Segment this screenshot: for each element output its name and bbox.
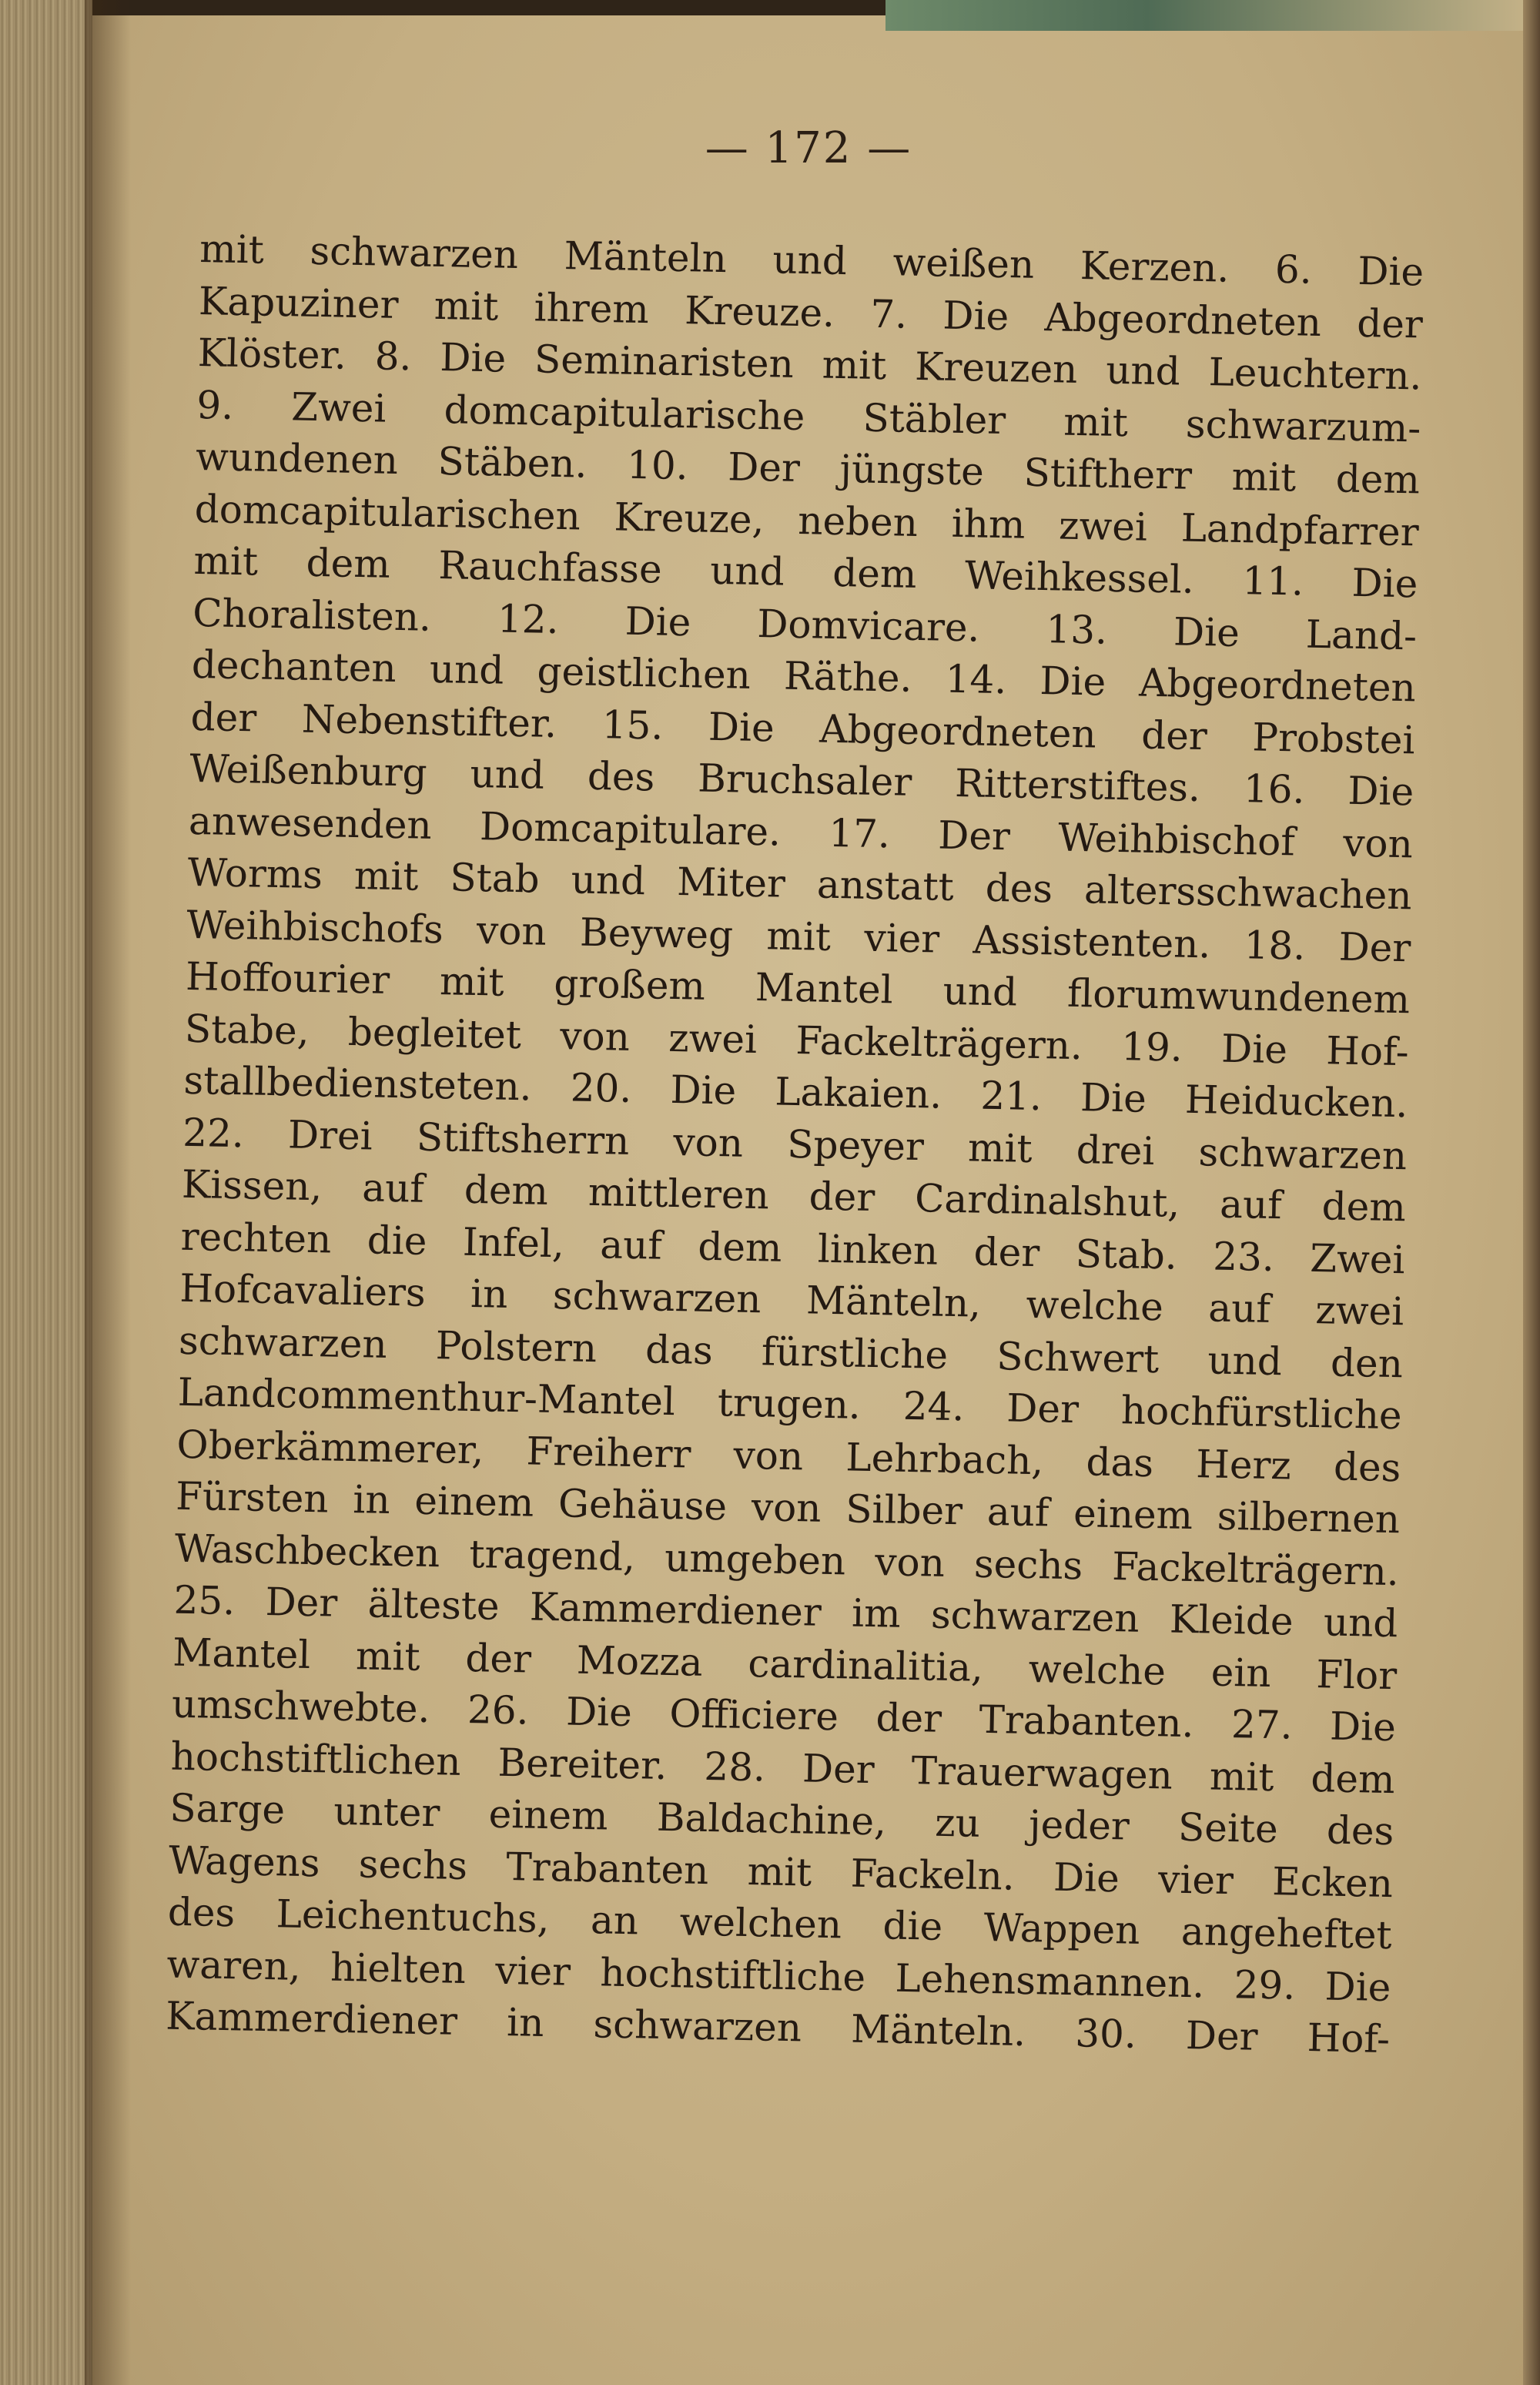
text-line: Stabe, begleitet von zwei Fackelträgern. 19. Die Hof- — [184, 1006, 1410, 1074]
page-number: — 172 — — [705, 123, 912, 173]
text-line: Klöster. 8. Die Seminaristen mit Kreuzen und Leuchtern. — [197, 330, 1423, 399]
text-line: schwarzen Polstern das fürstliche Schwert und den — [178, 1318, 1404, 1386]
text-line: Weißenburg und des Bruchsaler Ritterstiftes. 16. Die — [189, 745, 1414, 815]
text-line: Landcommenthur-Mantel trugen. 24. Der hochfürstliche — [177, 1369, 1403, 1439]
text-line: Weihbischofs von Beyweg mit vier Assistenten. 18. Der — [186, 902, 1411, 970]
text-line: Sarge unter einem Baldachine, zu jeder Seite des — [169, 1785, 1394, 1854]
text-line: waren, hielten vier hochstiftliche Lehensmannen. 29. Die — [166, 1941, 1391, 2010]
text-line: Hofcavaliers in schwarzen Mänteln, welche auf zwei — [179, 1265, 1404, 1335]
text-line: Waschbecken tragend, umgeben von sechs Fackelträgern. — [174, 1526, 1400, 1594]
text-line: anwesenden Domcapitulare. 17. Der Weihbischof von — [188, 798, 1414, 866]
text-line: rechten die Infel, auf dem linken der Stab. 23. Zwei — [180, 1214, 1406, 1282]
text-line: des Leichentuchs, an welchen die Wappen angeheftet — [167, 1889, 1393, 1958]
text-line: Kissen, auf dem mittleren der Cardinalshut, auf dem — [181, 1161, 1407, 1231]
text-line: Kammerdiener in schwarzen Mänteln. 30. Der Hof- — [165, 1993, 1391, 2062]
text-line: Worms mit Stab und Miter anstatt des altersschwachen — [187, 849, 1413, 919]
text-line: Oberkämmerer, Freiherr von Lehrbach, das Herz des — [176, 1422, 1401, 1490]
text-line: mit schwarzen Mänteln und weißen Kerzen. 6. Die — [199, 226, 1424, 295]
text-line: der Nebenstifter. 15. Die Abgeordneten der Probstei — [190, 694, 1415, 762]
text-line: wundenen Stäben. 10. Der jüngste Stiftherr mit dem — [195, 434, 1421, 503]
text-line: mit dem Rauchfasse und dem Weihkessel. 11. Die — [193, 538, 1418, 607]
right-page-edge — [1523, 0, 1540, 2385]
text-line: Hoffourier mit großem Mantel und florumwundenem — [185, 953, 1411, 1023]
text-line: hochstiftlichen Bereiter. 28. Der Trauerwagen mit dem — [170, 1733, 1396, 1802]
body-text — [166, 223, 1424, 2066]
text-line: 25. Der älteste Kammerdiener im schwarzen Kleide und — [173, 1577, 1398, 1646]
text-line: stallbediensteten. 20. Die Lakaien. 21. Die Heiducken. — [183, 1057, 1408, 1127]
text-line: Fürsten in einem Gehäuse von Silber auf einem silbernen — [175, 1473, 1401, 1543]
text-line: 9. Zwei domcapitularische Stäbler mit schwarzum- — [196, 382, 1421, 451]
spine-shadow — [85, 0, 131, 2385]
text-line: Kapuziner mit ihrem Kreuze. 7. Die Abgeordneten der — [198, 278, 1424, 347]
text-line: umschwebte. 26. Die Officiere der Trabanten. 27. Die — [171, 1681, 1397, 1750]
text-line: 22. Drei Stiftsherrn von Speyer mit drei schwarzen — [182, 1110, 1408, 1178]
page-stack-edge — [0, 0, 92, 2385]
text-line: domcapitularischen Kreuze, neben ihm zwei Landpfarrer — [194, 486, 1420, 554]
text-line: Choralisten. 12. Die Domvicare. 13. Die Land- — [192, 590, 1418, 658]
cover-edge — [886, 0, 1540, 31]
text-line: Wagens sechs Trabanten mit Fackeln. Die vier Ecken — [168, 1837, 1394, 1906]
text-line: Mantel mit der Mozza cardinalitia, welche ein Flor — [172, 1630, 1398, 1698]
text-line: dechanten und geistlichen Räthe. 14. Die Abgeordneten — [191, 641, 1417, 711]
